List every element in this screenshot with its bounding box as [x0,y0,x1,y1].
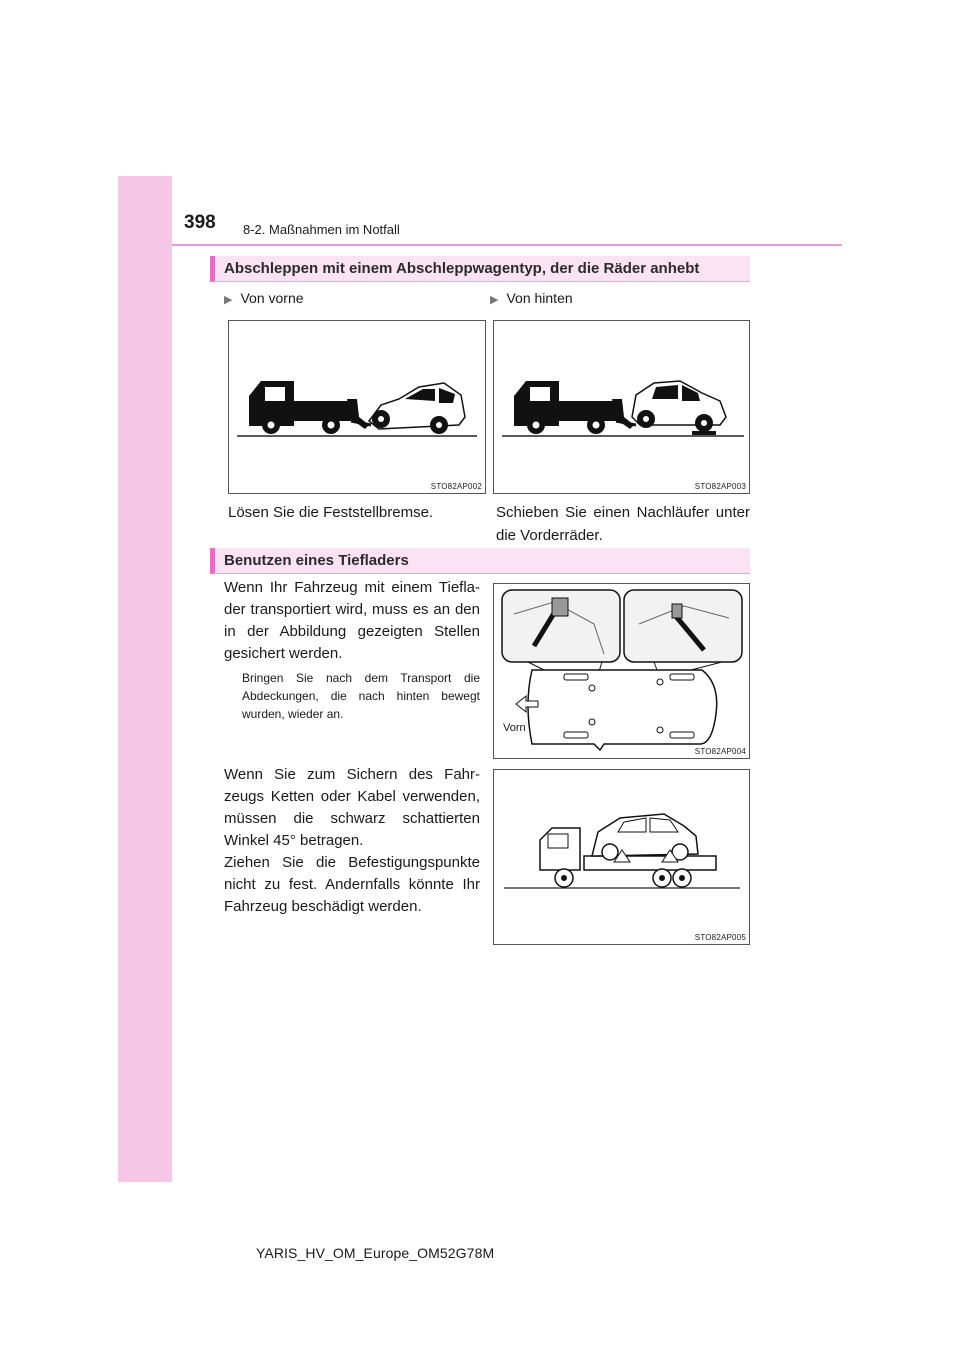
section-title-flatbed: Benutzen eines Tiefladers [210,548,750,574]
flatbed-truck-illustration [494,770,749,944]
footer-doc-id: YARIS_HV_OM_Europe_OM52G78M [256,1245,495,1261]
sub-label-front-text: Von vorne [240,290,304,306]
figure-flatbed [493,769,750,945]
paragraph-chains-angle: Wenn Sie zum Sichern des Fahr-zeugs Ketten oder Kabel verwenden, müssen die schwarz schattierten Winkel 45° betragen. [224,766,480,849]
page-number: 398 [184,212,216,233]
paragraph-do-not-overtighten: Ziehen Sie die Befestigungspunkte nicht zu fest. Andernfalls könnte Ihr Fahrzeug beschädigt werden. [224,854,480,915]
figure-tie-down-points [493,583,750,759]
triangle-right-icon: ▶ [224,294,233,306]
figure-code: STO82AP003 [694,482,746,491]
figure-code: STO82AP002 [430,482,482,491]
figure-tow-front [228,320,486,494]
section-title-wheel-lift: Abschleppen mit einem Abschleppwagentyp, der die Räder anhebt [210,256,750,282]
sub-label-front [224,290,304,306]
caption-front: Lösen Sie die Feststellbremse. [228,504,434,521]
figure-tow-rear [493,320,750,494]
tow-truck-rear-illustration [494,321,749,493]
note-covers: Bringen Sie nach dem Transport die Abdeckungen, die nach hinten bewegt wurden, wieder an. [242,671,480,721]
paragraph-secure-points: Wenn Ihr Fahrzeug mit einem Tiefla-der transportiert wird, muss es an den in der Abbildung gezeigten Stellen gesichert werden. [224,579,480,662]
sub-label-rear-text: Von hinten [506,290,573,306]
figure-code: STO82AP004 [694,747,746,756]
chapter-sidebar [118,176,172,1182]
direction-label-front: Vorn [503,722,526,734]
caption-rear: Schieben Sie einen Nachläufer unter die Vorderräder. [496,504,750,544]
figure-code: STO82AP005 [694,933,746,942]
header-divider [172,244,842,246]
sub-label-rear [490,290,573,306]
breadcrumb: 8-2. Maßnahmen im Notfall [243,222,400,237]
tie-down-points-illustration [494,584,749,758]
tow-truck-front-illustration [229,321,485,493]
triangle-right-icon: ▶ [490,294,499,306]
